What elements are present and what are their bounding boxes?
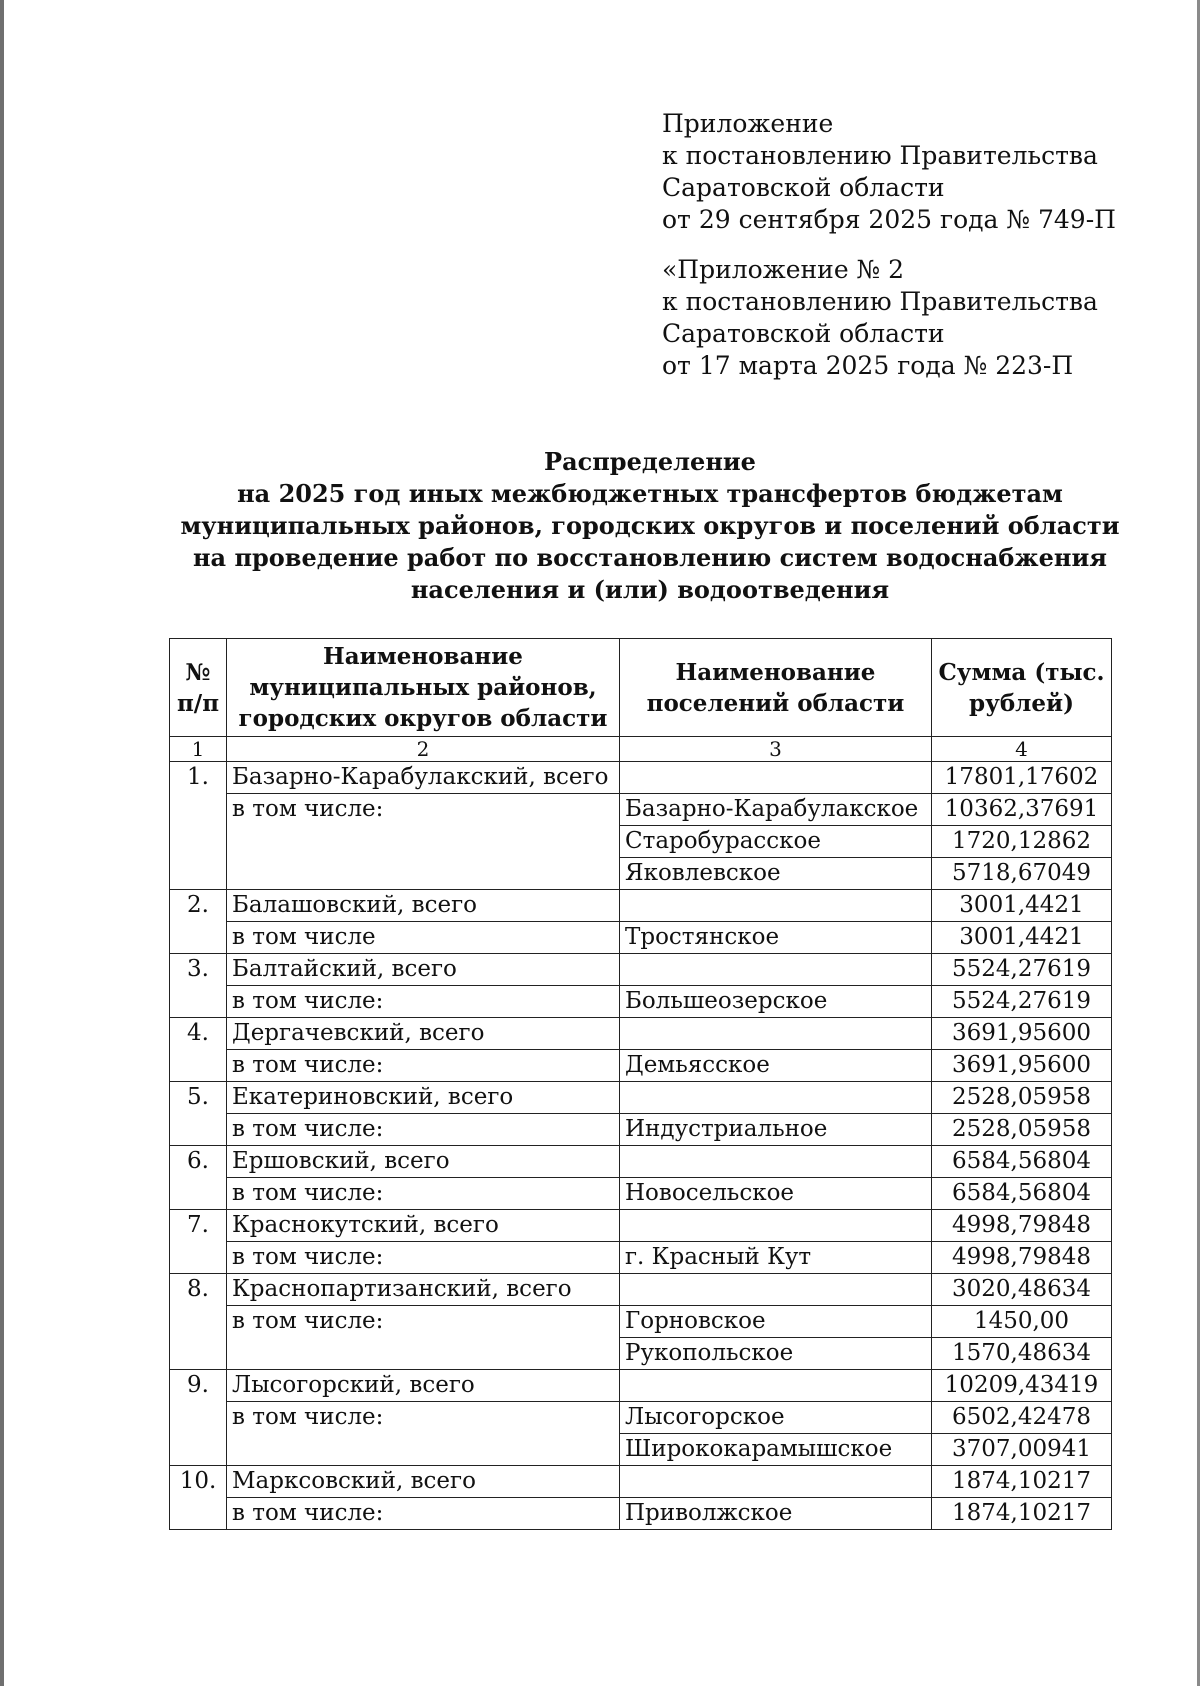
district-name: Базарно-Карабулакский, всего xyxy=(227,762,620,794)
appendix-prev-block xyxy=(662,254,1182,382)
settlement-empty xyxy=(620,1370,932,1402)
row-number: 9. xyxy=(170,1370,227,1466)
settlement-empty xyxy=(620,890,932,922)
header-sum: Сумма (тыс. рублей) xyxy=(932,639,1112,737)
appendix-block xyxy=(662,108,1182,236)
district-total-sum: 17801,17602 xyxy=(932,762,1112,794)
settlement-name: Горновское xyxy=(620,1306,932,1338)
settlement-sum: 2528,05958 xyxy=(932,1114,1112,1146)
settlement-sum: 3691,95600 xyxy=(932,1050,1112,1082)
settlement-sum: 5524,27619 xyxy=(932,986,1112,1018)
row-number: 3. xyxy=(170,954,227,1018)
settlement-sum: 1450,00 xyxy=(932,1306,1112,1338)
appendix-prev-line: Саратовской области xyxy=(662,319,945,348)
appendix-line: от 29 сентября 2025 года № 749-П xyxy=(662,205,1116,234)
settlement-sum: 10362,37691 xyxy=(932,794,1112,826)
document-title xyxy=(150,446,1150,606)
including-label: в том числе: xyxy=(227,1178,620,1210)
table-row-settlement xyxy=(170,1114,1112,1146)
including-label: в том числе: xyxy=(227,1402,620,1466)
title-line: муниципальных районов, городских округов и поселений области xyxy=(180,511,1120,540)
appendix-line: Приложение xyxy=(662,109,834,138)
appendix-prev-line: к постановлению Правительства xyxy=(662,287,1098,316)
district-total-sum: 5524,27619 xyxy=(932,954,1112,986)
district-name: Балашовский, всего xyxy=(227,890,620,922)
including-label: в том числе: xyxy=(227,1498,620,1530)
district-total-sum: 10209,43419 xyxy=(932,1370,1112,1402)
row-number: 7. xyxy=(170,1210,227,1274)
settlement-sum: 1720,12862 xyxy=(932,826,1112,858)
district-total-sum: 4998,79848 xyxy=(932,1210,1112,1242)
row-number: 1. xyxy=(170,762,227,890)
district-name: Дергачевский, всего xyxy=(227,1018,620,1050)
settlement-empty xyxy=(620,1210,932,1242)
settlement-sum: 3707,00941 xyxy=(932,1434,1112,1466)
table-row-district-total xyxy=(170,1146,1112,1178)
settlement-empty xyxy=(620,762,932,794)
column-number: 4 xyxy=(932,737,1112,762)
district-total-sum: 3020,48634 xyxy=(932,1274,1112,1306)
table-row-district-total xyxy=(170,1018,1112,1050)
appendix-prev-line: «Приложение № 2 xyxy=(662,255,905,284)
district-total-sum: 2528,05958 xyxy=(932,1082,1112,1114)
settlement-sum: 1570,48634 xyxy=(932,1338,1112,1370)
district-total-sum: 6584,56804 xyxy=(932,1146,1112,1178)
including-label: в том числе: xyxy=(227,1242,620,1274)
district-name: Екатериновский, всего xyxy=(227,1082,620,1114)
table-row-district-total xyxy=(170,762,1112,794)
district-name: Краснокутский, всего xyxy=(227,1210,620,1242)
appendix-line: Саратовской области xyxy=(662,173,945,202)
table-row-settlement xyxy=(170,1242,1112,1274)
settlement-sum: 6502,42478 xyxy=(932,1402,1112,1434)
settlement-sum: 4998,79848 xyxy=(932,1242,1112,1274)
header-number: № п/п xyxy=(170,639,227,737)
settlement-empty xyxy=(620,1146,932,1178)
settlement-name: Старобурасское xyxy=(620,826,932,858)
appendix-line: к постановлению Правительства xyxy=(662,141,1098,170)
column-number: 2 xyxy=(227,737,620,762)
settlement-sum: 5718,67049 xyxy=(932,858,1112,890)
district-name: Балтайский, всего xyxy=(227,954,620,986)
table-row-district-total xyxy=(170,1466,1112,1498)
row-number: 8. xyxy=(170,1274,227,1370)
table-row-settlement xyxy=(170,1050,1112,1082)
title-line: на 2025 год иных межбюджетных трансфертов бюджетам xyxy=(237,479,1063,508)
table-row-district-total xyxy=(170,954,1112,986)
settlement-sum: 1874,10217 xyxy=(932,1498,1112,1530)
settlement-empty xyxy=(620,1466,932,1498)
settlement-empty xyxy=(620,1082,932,1114)
settlement-name: Индустриальное xyxy=(620,1114,932,1146)
including-label: в том числе: xyxy=(227,986,620,1018)
column-number-row xyxy=(170,737,1112,762)
column-number: 3 xyxy=(620,737,932,762)
including-label: в том числе xyxy=(227,922,620,954)
table-row-settlement xyxy=(170,1498,1112,1530)
including-label: в том числе: xyxy=(227,1114,620,1146)
table-row-settlement xyxy=(170,986,1112,1018)
table-row-district-total xyxy=(170,1082,1112,1114)
table-row-district-total xyxy=(170,1210,1112,1242)
district-name: Марксовский, всего xyxy=(227,1466,620,1498)
table-row-settlement xyxy=(170,1402,1112,1434)
row-number: 5. xyxy=(170,1082,227,1146)
including-label: в том числе: xyxy=(227,794,620,890)
table-row-settlement xyxy=(170,1306,1112,1338)
table-row-settlement xyxy=(170,1178,1112,1210)
settlement-name: Яковлевское xyxy=(620,858,932,890)
table-header-row xyxy=(170,639,1112,737)
title-line: населения и (или) водоотведения xyxy=(410,575,890,604)
table-body xyxy=(170,762,1112,1530)
settlement-name: Лысогорское xyxy=(620,1402,932,1434)
district-name: Краснопартизанский, всего xyxy=(227,1274,620,1306)
row-number: 10. xyxy=(170,1466,227,1530)
header-settlement: Наименование поселений области xyxy=(620,639,932,737)
district-name: Лысогорский, всего xyxy=(227,1370,620,1402)
settlement-sum: 6584,56804 xyxy=(932,1178,1112,1210)
row-number: 2. xyxy=(170,890,227,954)
scan-edge-left xyxy=(0,0,4,1686)
title-line: на проведение работ по восстановлению систем водоснабжения xyxy=(192,543,1108,572)
row-number: 4. xyxy=(170,1018,227,1082)
distribution-table xyxy=(169,638,1112,1530)
including-label: в том числе: xyxy=(227,1306,620,1370)
settlement-name: г. Красный Кут xyxy=(620,1242,932,1274)
district-total-sum: 3001,4421 xyxy=(932,890,1112,922)
settlement-name: Базарно-Карабулакское xyxy=(620,794,932,826)
settlement-empty xyxy=(620,1274,932,1306)
settlement-name: Рукопольское xyxy=(620,1338,932,1370)
settlement-name: Большеозерское xyxy=(620,986,932,1018)
settlement-empty xyxy=(620,954,932,986)
settlement-name: Тростянское xyxy=(620,922,932,954)
settlement-name: Демьясское xyxy=(620,1050,932,1082)
settlement-empty xyxy=(620,1018,932,1050)
settlement-name: Ширококарамышское xyxy=(620,1434,932,1466)
table-row-district-total xyxy=(170,1274,1112,1306)
column-number: 1 xyxy=(170,737,227,762)
district-total-sum: 3691,95600 xyxy=(932,1018,1112,1050)
appendix-prev-line: от 17 марта 2025 года № 223-П xyxy=(662,351,1074,380)
title-line: Распределение xyxy=(544,447,756,476)
district-name: Ершовский, всего xyxy=(227,1146,620,1178)
table-row-settlement xyxy=(170,922,1112,954)
settlement-sum: 3001,4421 xyxy=(932,922,1112,954)
settlement-name: Новосельское xyxy=(620,1178,932,1210)
row-number: 6. xyxy=(170,1146,227,1210)
settlement-name: Приволжское xyxy=(620,1498,932,1530)
table-row-settlement xyxy=(170,794,1112,826)
including-label: в том числе: xyxy=(227,1050,620,1082)
table-row-district-total xyxy=(170,890,1112,922)
district-total-sum: 1874,10217 xyxy=(932,1466,1112,1498)
header-district: Наименование муниципальных районов, городских округов области xyxy=(227,639,620,737)
table-row-district-total xyxy=(170,1370,1112,1402)
